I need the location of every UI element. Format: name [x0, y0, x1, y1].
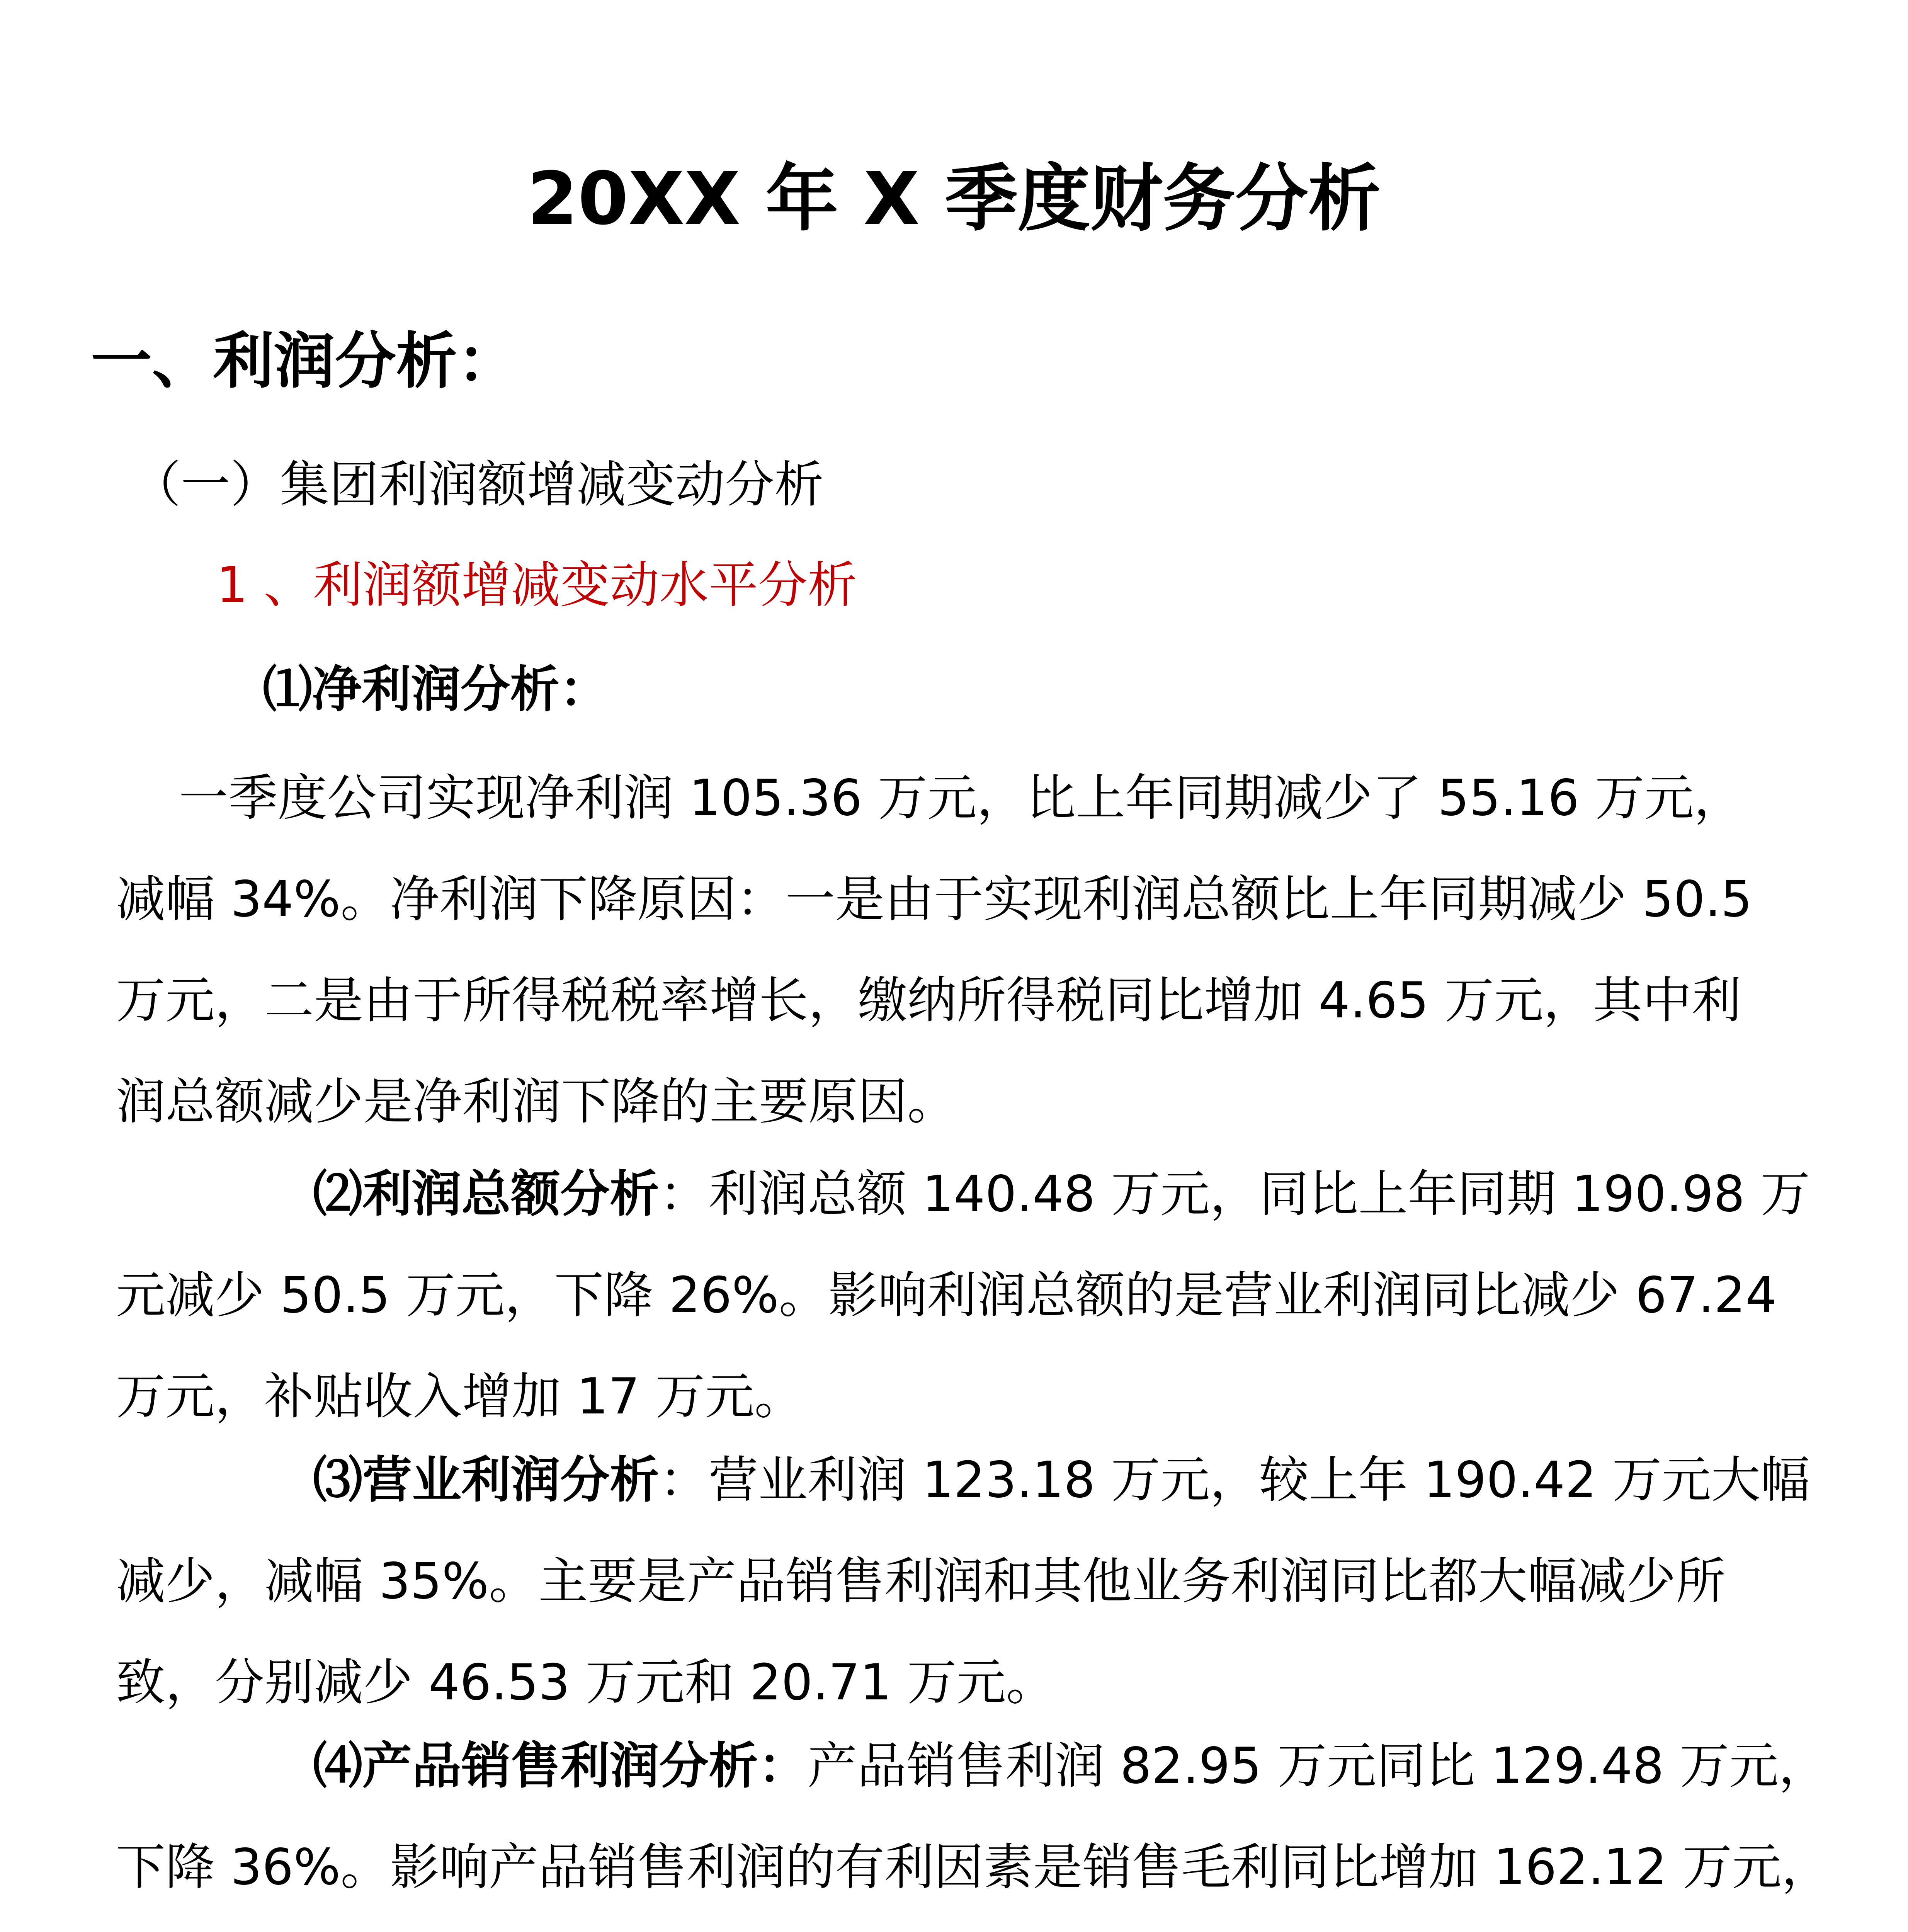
paragraph-line [116, 1918, 1793, 1932]
page-title: 20XX 年 X 季度财务分析 [527, 156, 1381, 241]
sub-subsection-heading: 1 、利润额增减变动水平分析 [216, 556, 857, 614]
net-profit-heading: ⑴净利润分析： [263, 661, 609, 718]
operating-profit-text: ：营业利润 123.18 万元，较上年 190.42 万元大幅 [659, 1451, 1810, 1509]
operating-profit-paragraph [116, 1430, 1810, 1733]
subsection-heading: （一）集团利润额增减变动分析 [131, 456, 824, 514]
paragraph-line: 致，分别减少 46.53 万元和 20.71 万元。 [116, 1654, 1056, 1711]
paragraph-line [116, 1716, 1828, 1817]
paragraph-line: 一季度公司实现净利润 105.36 万元，比上年同期减少了 55.16 万元， [116, 769, 1743, 827]
paragraph-line: 润总额减少是净利润下降的主要原因。 [116, 1073, 957, 1131]
operating-profit-label: ⑶营业利润分析 [313, 1451, 660, 1509]
paragraph-line: 下降 36%。影响产品销售利润的有利因素是销售毛利同比增加 162.12 万元， [116, 1838, 1831, 1896]
section-heading: 一、利润分析： [91, 326, 518, 397]
paragraph-line [116, 1144, 1810, 1245]
total-profit-text: ：利润总额 140.48 万元，同比上年同期 190.98 万 [659, 1165, 1810, 1223]
paragraph-line [116, 1430, 1810, 1531]
sales-profit-text: 产品销售利润 82.95 万元同比 129.48 万元， [808, 1737, 1828, 1795]
paragraph-line: 元减少 50.5 万元，下降 26%。影响利润总额的是营业利润同比减少 67.24 [116, 1267, 1777, 1324]
paragraph-line: 减少，减幅 35%。主要是产品销售利润和其他业务利润同比都大幅减少所 [116, 1553, 1726, 1610]
sales-profit-label: ⑷产品销售利润分析： [313, 1737, 808, 1795]
paragraph-line: 万元，补贴收入增加 17 万元。 [116, 1368, 804, 1425]
sales-profit-paragraph [116, 1716, 1831, 1932]
paragraph-line: 万元，二是由于所得税税率增长，缴纳所得税同比增加 4.65 万元，其中利 [116, 972, 1741, 1029]
net-profit-paragraph [116, 748, 1793, 1153]
paragraph-line: 减幅 34%。净利润下降原因：一是由于实现利润总额比上年同期减少 50.5 [116, 871, 1752, 928]
total-profit-paragraph [116, 1144, 1810, 1447]
total-profit-label: ⑵利润总额分析 [313, 1165, 660, 1223]
